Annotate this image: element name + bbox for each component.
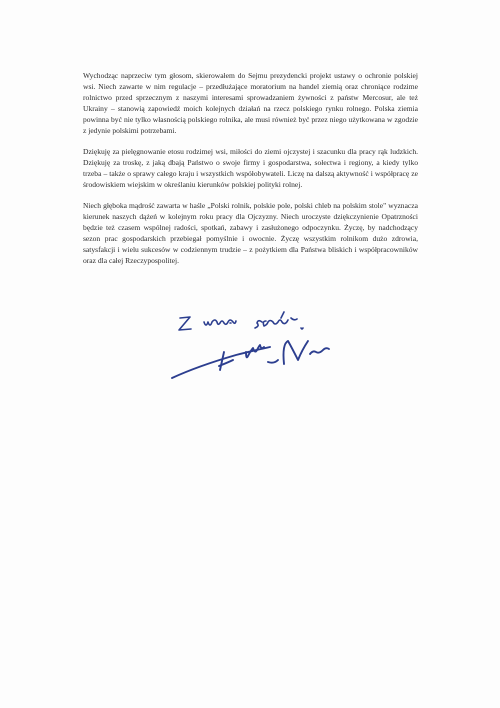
paragraph-1: Wychodząc naprzeciw tym głosom, skierowałem do Sejmu prezydencki projekt ustawy o ochronie polskiej wsi. Niech zawarte w nim regulacje – przedłużające moratorium na handel ziemią oraz chroniące rodzime rolnictwo przed sprzecznym z naszymi interesami sprowadzaniem żywności z państw Mercosur, ale też Ukrainy – stanowią zapowiedź moich kolejnych działań na rzecz polskiego rynku rolnego. Polska ziemia powinna być nie tylko własnością polskiego rolnika, ale musi również być przez niego użytkowana w zgodzie z jedynie polskimi potrzebami. bbox=[83, 71, 418, 135]
signature-strokes bbox=[172, 341, 329, 378]
handwritten-signature bbox=[158, 296, 373, 406]
letter-body bbox=[83, 70, 418, 276]
handwritten-closing bbox=[179, 312, 303, 330]
paragraph-2: Dziękuję za pielęgnowanie etosu rodzimej wsi, miłości do ziemi ojczystej i szacunku dla pracy rąk ludzkich. Dziękuję za troskę, z jaką dbają Państwo o swoje firmy i gospodarstwa, sołectwa i regiony, a kiedy tylko trzeba – także o sprawy całego kraju i wszystkich współobywateli. Liczę na dalszą aktywność i współpracę ze środowiskiem wiejskim w określaniu kierunków polskiej polityki rolnej. bbox=[83, 147, 418, 189]
paragraph-3: Niech głęboka mądrość zawarta w haśle „Polski rolnik, polskie pole, polski chleb na polskim stole" wyznacza kierunek naszych dążeń w kolejnym roku pracy dla Ojczyzny. Niech uroczyste dziękczynienie Opatrzności będzie też czasem wspólnej radości, spotkań, zabawy i zasłużonego odpoczynku. Życzę, by nadchodzący sezon prac gospodarskich przebiegał pomyślnie i owocnie. Życzę wszystkim rolnikom dużo zdrowia, satysfakcji i wielu sukcesów w codziennym trudzie – z pożytkiem dla Państwa bliskich i współpracowników oraz dla całej Rzeczypospolitej. bbox=[83, 201, 418, 265]
